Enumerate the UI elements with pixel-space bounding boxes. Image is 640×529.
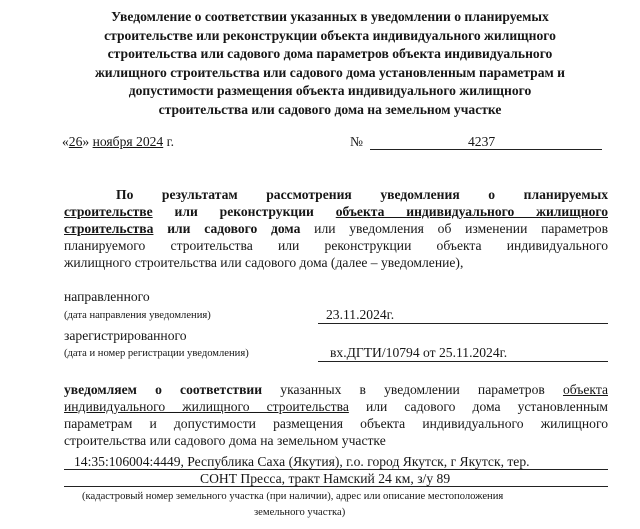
parcel-caption-1: (кадастровый номер земельного участка (при наличии), адрес или описание местоположения <box>82 491 504 502</box>
sent-underline <box>318 323 608 324</box>
sent-caption: (дата направления уведомления) <box>64 310 211 321</box>
document-number: 4237 <box>468 134 496 149</box>
title-line: допустимости размещения объекта индивидуального жилищного <box>128 83 532 99</box>
sent-label: направленного <box>64 289 150 304</box>
registered-underline <box>318 361 608 362</box>
notify-line-4: строительства или садового дома на земельном участке <box>64 433 386 448</box>
intro-line-5: жилищного строительства или садового дома (далее – уведомление), <box>64 255 464 270</box>
document-date: «26» ноября 2024 г. <box>62 134 175 149</box>
parcel-line-2: СОНТ Пресса, тракт Намский 24 км, з/у 89 <box>200 471 451 486</box>
document-title <box>60 8 600 120</box>
parcel-underline-2 <box>64 486 608 487</box>
notify-line-3: параметрам и допустимости размещения объекта индивидуального жилищного <box>64 416 608 431</box>
parcel-line-1: 14:35:106004:4449, Республика Саха (Якутия), г.о. город Якутск, г Якутск, тер. <box>74 454 530 469</box>
date-year-suffix: г. <box>166 134 175 149</box>
number-sign: № <box>350 134 363 149</box>
sent-date-value: 23.11.2024г. <box>326 307 395 322</box>
title-line: жилищного строительства или садового дома установленным параметрам и <box>94 64 566 80</box>
title-line: строительстве или реконструкции объекта индивидуального жилищного <box>104 27 556 43</box>
title-line: строительства или садового дома параметров объекта индивидуального <box>107 46 553 62</box>
registered-label: зарегистрированного <box>64 328 187 343</box>
intro-line-1: По результатам рассмотрения уведомления о планируемых <box>116 187 608 202</box>
intro-line-2: строительстве или реконструкции объекта индивидуального жилищного <box>64 204 608 219</box>
date-day: 26 <box>68 134 83 149</box>
intro-line-4: планируемого строительства или реконструкции объекта индивидуального <box>64 238 608 253</box>
notify-line-2: индивидуального жилищного строительства или садового дома установленным <box>64 399 608 414</box>
notify-line-1: уведомляем о соответствии указанных в уведомлении параметров объекта <box>64 382 608 397</box>
title-line: Уведомление о соответствии указанных в уведомлении о планируемых <box>111 9 549 24</box>
title-line: строительства или садового дома на земельном участке <box>158 101 502 117</box>
registered-caption: (дата и номер регистрации уведомления) <box>64 348 249 359</box>
date-month-year: ноября 2024 <box>92 134 164 149</box>
intro-line-3: строительства или садового дома или уведомления об изменении параметров <box>64 221 609 236</box>
registered-value: вх.ДГТИ/10794 от 25.11.2024г. <box>330 345 508 360</box>
parcel-caption-2: земельного участка) <box>254 507 346 518</box>
